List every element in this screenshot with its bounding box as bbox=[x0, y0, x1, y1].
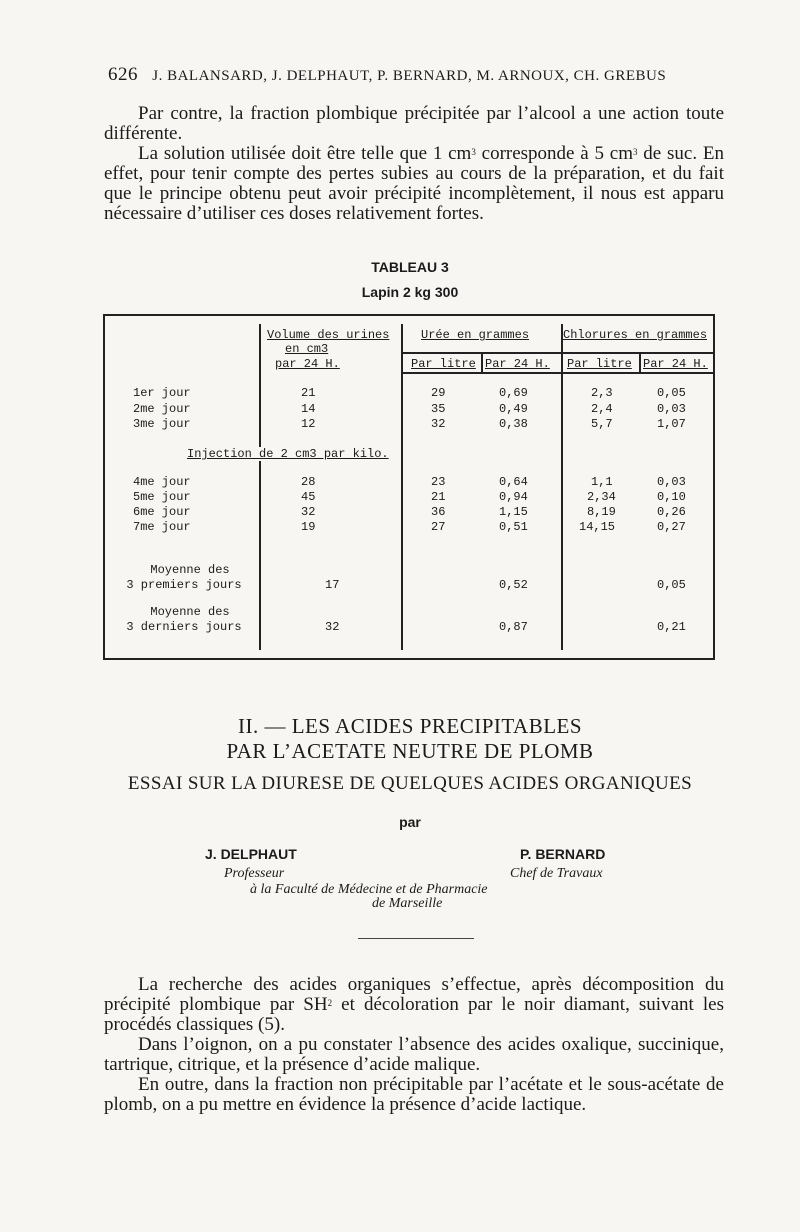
cell-chl-litre: 5,7 bbox=[591, 417, 613, 431]
intro-paragraph-2 bbox=[104, 144, 724, 224]
avg-uree-2: 0,87 bbox=[499, 620, 528, 634]
cell-uree-litre: 23 bbox=[431, 475, 446, 489]
cell-volume: 45 bbox=[301, 490, 316, 504]
cell-chl-24h: 0,05 bbox=[657, 386, 686, 400]
separator-rule bbox=[358, 938, 474, 939]
page-number: 626 bbox=[108, 64, 138, 85]
cell-uree-litre: 21 bbox=[431, 490, 446, 504]
cell-uree-24h: 0,51 bbox=[499, 520, 528, 534]
cell-volume: 19 bbox=[301, 520, 316, 534]
affiliation-2: de Marseille bbox=[372, 896, 443, 911]
data-table bbox=[103, 314, 715, 660]
col-divider bbox=[481, 354, 483, 374]
cell-chl-24h: 0,03 bbox=[657, 475, 686, 489]
row-label: 2me jour bbox=[133, 402, 191, 416]
intro-p2-c: de suc. En effet, pour tenir compte des pertes subies au cours de la préparation, et du fait que le principe obtenu peut avoir précipité incomplètement, il nous est apparu nécessaire d’utiliser ces doses relativement fortes. bbox=[104, 143, 724, 224]
header-chl-par-litre: Par litre bbox=[567, 357, 632, 371]
cell-uree-litre: 29 bbox=[431, 386, 446, 400]
cell-volume: 14 bbox=[301, 402, 316, 416]
col-divider bbox=[259, 324, 261, 650]
header-rule bbox=[401, 352, 713, 354]
avg-label-1b: 3 premiers jours bbox=[126, 578, 242, 592]
section-subtitle: ESSAI SUR LA DIURESE DE QUELQUES ACIDES ORGANIQUES bbox=[127, 773, 693, 794]
cell-chl-24h: 0,26 bbox=[657, 505, 686, 519]
body-paragraph-2: Dans l’oignon, on a pu constater l’absence des acides oxalique, succinique, tartrique, citrique, et la présence d’acide malique. bbox=[104, 1034, 724, 1075]
by-word: par bbox=[399, 814, 421, 830]
intro-p2-b: corresponde à 5 cm bbox=[475, 143, 633, 164]
cell-chl-24h: 0,27 bbox=[657, 520, 686, 534]
header-uree-par-24h: Par 24 H. bbox=[485, 357, 550, 371]
avg-label-2a: Moyenne des bbox=[150, 605, 230, 619]
row-label: 7me jour bbox=[133, 520, 191, 534]
cell-chl-litre: 2,3 bbox=[591, 386, 613, 400]
cell-volume: 32 bbox=[301, 505, 316, 519]
cell-chl-litre: 2,4 bbox=[591, 402, 613, 416]
header-volume-3: par 24 H. bbox=[275, 357, 340, 371]
superscript: 3 bbox=[471, 147, 476, 157]
table-title: TABLEAU 3 bbox=[371, 259, 449, 275]
header-volume-2: en cm3 bbox=[285, 342, 329, 356]
body-text bbox=[104, 975, 724, 1115]
cell-chl-24h: 0,10 bbox=[657, 490, 686, 504]
injection-note: Injection de 2 cm3 par kilo. bbox=[187, 447, 389, 461]
header-chlorures: Chlorures en grammes bbox=[563, 328, 708, 342]
cell-uree-24h: 0,38 bbox=[499, 417, 528, 431]
cell-chl-litre: 2,34 bbox=[587, 490, 616, 504]
avg-chl-2: 0,21 bbox=[657, 620, 686, 634]
running-header bbox=[108, 64, 666, 86]
cell-chl-24h: 0,03 bbox=[657, 402, 686, 416]
cell-volume: 12 bbox=[301, 417, 316, 431]
row-label: 4me jour bbox=[133, 475, 191, 489]
table-subtitle: Lapin 2 kg 300 bbox=[361, 284, 459, 300]
header-rule bbox=[401, 372, 713, 374]
section-title-line-1: II. — LES ACIDES PRECIPITABLES bbox=[237, 714, 583, 738]
avg-volume-1: 17 bbox=[325, 578, 340, 592]
cell-volume: 21 bbox=[301, 386, 316, 400]
cell-uree-litre: 27 bbox=[431, 520, 446, 534]
intro-paragraph-1: Par contre, la fraction plombique précipitée par l’alcool a une action toute différente. bbox=[104, 103, 724, 144]
cell-uree-litre: 35 bbox=[431, 402, 446, 416]
cell-uree-litre: 36 bbox=[431, 505, 446, 519]
cell-volume: 28 bbox=[301, 475, 316, 489]
cell-uree-litre: 32 bbox=[431, 417, 446, 431]
col-divider bbox=[639, 354, 641, 374]
header-volume: Volume des urines bbox=[267, 328, 390, 342]
author-1: J. DELPHAUT bbox=[205, 846, 297, 862]
header-uree-par-litre: Par litre bbox=[411, 357, 476, 371]
cell-uree-24h: 0,64 bbox=[499, 475, 528, 489]
cell-uree-24h: 0,94 bbox=[499, 490, 528, 504]
header-uree: Urée en grammes bbox=[421, 328, 530, 342]
row-label: 5me jour bbox=[133, 490, 191, 504]
avg-chl-1: 0,05 bbox=[657, 578, 686, 592]
row-label: 3me jour bbox=[133, 417, 191, 431]
affiliation-1: à la Faculté de Médecine et de Pharmacie bbox=[250, 882, 488, 897]
cell-chl-litre: 8,19 bbox=[587, 505, 616, 519]
header-chl-par-24h: Par 24 H. bbox=[643, 357, 708, 371]
header-authors: J. BALANSARD, J. DELPHAUT, P. BERNARD, M. ARNOUX, CH. GREBUS bbox=[152, 68, 667, 84]
avg-volume-2: 32 bbox=[325, 620, 340, 634]
cell-chl-litre: 14,15 bbox=[579, 520, 616, 534]
superscript: 2 bbox=[327, 998, 333, 1008]
superscript: 3 bbox=[633, 147, 638, 157]
cell-chl-24h: 1,07 bbox=[657, 417, 686, 431]
row-label: 1er jour bbox=[133, 386, 191, 400]
body-p1-b: et décoloration par le noir diamant, suivant les procédés classiques (5). bbox=[104, 994, 724, 1035]
intro-p2-a: La solution utilisée doit être telle que 1 cm bbox=[138, 143, 472, 164]
author-2: P. BERNARD bbox=[520, 846, 606, 862]
avg-label-2b: 3 derniers jours bbox=[126, 620, 242, 634]
body-paragraph-3: En outre, dans la fraction non précipitable par l’acétate et le sous-acétate de plomb, on a pu mettre en évidence la présence d’acide lactique. bbox=[104, 1074, 724, 1115]
author-1-role: Professeur bbox=[224, 866, 285, 881]
author-2-role: Chef de Travaux bbox=[510, 866, 603, 881]
avg-uree-1: 0,52 bbox=[499, 578, 528, 592]
avg-label-1a: Moyenne des bbox=[150, 563, 230, 577]
row-label: 6me jour bbox=[133, 505, 191, 519]
section-title-line-2: PAR L’ACETATE NEUTRE DE PLOMB bbox=[226, 739, 594, 763]
cell-uree-24h: 0,49 bbox=[499, 402, 528, 416]
cell-uree-24h: 1,15 bbox=[499, 505, 528, 519]
cell-chl-litre: 1,1 bbox=[591, 475, 613, 489]
body-p1-a: La recherche des acides organiques s’effectue, après décomposition du précipité plombique par SH bbox=[104, 974, 724, 1015]
intro-text bbox=[104, 104, 724, 224]
cell-uree-24h: 0,69 bbox=[499, 386, 528, 400]
body-paragraph-1 bbox=[104, 975, 724, 1035]
